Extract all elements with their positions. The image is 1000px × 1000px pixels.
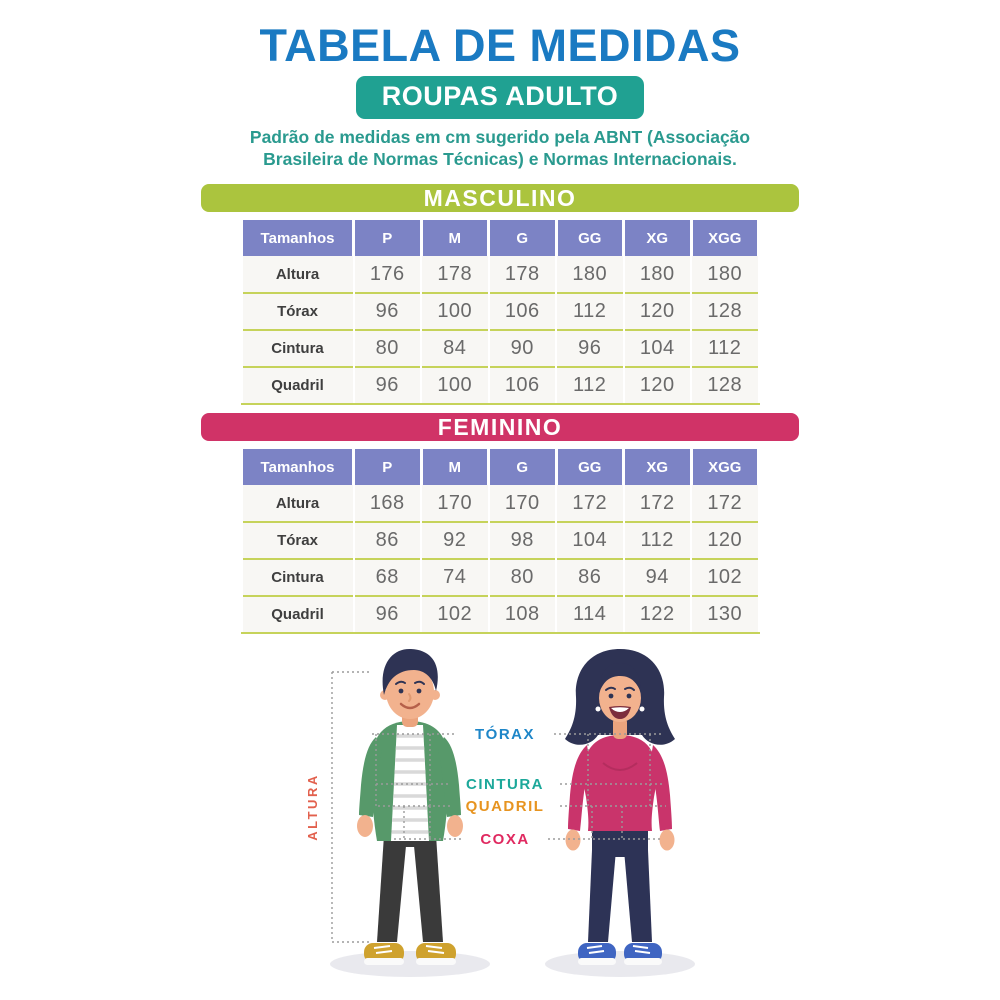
measurement-cell: 100 bbox=[421, 367, 489, 404]
col-header-size-XGG: XGG bbox=[691, 220, 759, 256]
feminino-banner: FEMININO bbox=[201, 413, 799, 441]
row-label: Tórax bbox=[242, 522, 354, 559]
measurement-cell: 84 bbox=[421, 330, 489, 367]
woman-figure bbox=[545, 649, 695, 977]
col-header-size-XGG: XGG bbox=[691, 449, 759, 485]
table-row bbox=[242, 485, 759, 522]
measurement-cell: 94 bbox=[624, 559, 692, 596]
measurement-cell: 104 bbox=[624, 330, 692, 367]
measurement-cell: 102 bbox=[691, 559, 759, 596]
measurement-cell: 178 bbox=[421, 256, 489, 293]
measurement-cell: 92 bbox=[421, 522, 489, 559]
col-header-size-P: P bbox=[354, 449, 422, 485]
measurement-cell: 68 bbox=[354, 559, 422, 596]
col-header-tamanhos: Tamanhos bbox=[242, 220, 354, 256]
man-shadow bbox=[330, 951, 490, 977]
header-row bbox=[242, 220, 759, 256]
row-label: Tórax bbox=[242, 293, 354, 330]
measurement-cell: 170 bbox=[489, 485, 557, 522]
table-row bbox=[242, 522, 759, 559]
measurement-cell: 106 bbox=[489, 293, 557, 330]
table-row bbox=[242, 293, 759, 330]
measurement-cell: 96 bbox=[354, 293, 422, 330]
measurement-cell: 112 bbox=[624, 522, 692, 559]
description-line-2: Brasileira de Normas Técnicas) e Normas Internacionais. bbox=[263, 148, 737, 169]
altura-label: ALTURA bbox=[305, 773, 320, 841]
table-row bbox=[242, 330, 759, 367]
measurement-cell: 122 bbox=[624, 596, 692, 633]
col-header-size-GG: GG bbox=[556, 220, 624, 256]
measurement-cell: 106 bbox=[489, 367, 557, 404]
measurement-cell: 100 bbox=[421, 293, 489, 330]
figures-illustration bbox=[270, 635, 730, 995]
cintura-label: CINTURA bbox=[466, 776, 544, 793]
table-row bbox=[242, 596, 759, 633]
measurement-cell: 112 bbox=[691, 330, 759, 367]
col-header-size-M: M bbox=[421, 220, 489, 256]
measurement-cell: 168 bbox=[354, 485, 422, 522]
measurement-cell: 112 bbox=[556, 293, 624, 330]
measurement-cell: 178 bbox=[489, 256, 557, 293]
measurement-cell: 120 bbox=[691, 522, 759, 559]
measurement-cell: 96 bbox=[354, 367, 422, 404]
man-head bbox=[380, 649, 440, 727]
measurement-cell: 180 bbox=[691, 256, 759, 293]
measurement-cell: 86 bbox=[354, 522, 422, 559]
measurement-cell: 112 bbox=[556, 367, 624, 404]
col-header-size-G: G bbox=[489, 220, 557, 256]
measurement-cell: 96 bbox=[556, 330, 624, 367]
col-header-tamanhos: Tamanhos bbox=[242, 449, 354, 485]
row-label: Cintura bbox=[242, 559, 354, 596]
feminino-table bbox=[240, 449, 760, 634]
woman-pants bbox=[588, 823, 652, 942]
measurement-cell: 172 bbox=[556, 485, 624, 522]
measurement-cell: 128 bbox=[691, 367, 759, 404]
col-header-size-P: P bbox=[354, 220, 422, 256]
page-title: TABELA DE MEDIDAS bbox=[259, 20, 741, 71]
measurement-cell: 180 bbox=[624, 256, 692, 293]
row-label: Quadril bbox=[242, 367, 354, 404]
measurement-cell: 74 bbox=[421, 559, 489, 596]
col-header-size-XG: XG bbox=[624, 449, 692, 485]
measurement-cell: 172 bbox=[624, 485, 692, 522]
row-label: Altura bbox=[242, 256, 354, 293]
measurement-cell: 176 bbox=[354, 256, 422, 293]
woman-top bbox=[584, 735, 657, 831]
measurement-cell: 180 bbox=[556, 256, 624, 293]
table-row bbox=[242, 256, 759, 293]
measurement-cell: 102 bbox=[421, 596, 489, 633]
row-label: Cintura bbox=[242, 330, 354, 367]
row-label: Altura bbox=[242, 485, 354, 522]
masculino-table bbox=[240, 220, 760, 405]
table-row bbox=[242, 559, 759, 596]
measurement-cell: 108 bbox=[489, 596, 557, 633]
measurement-cell: 114 bbox=[556, 596, 624, 633]
measurement-cell: 128 bbox=[691, 293, 759, 330]
measurement-cell: 80 bbox=[354, 330, 422, 367]
description-text bbox=[0, 127, 1000, 171]
description-line-1: Padrão de medidas em cm sugerido pela ABNT (Associação bbox=[249, 127, 751, 147]
col-header-size-GG: GG bbox=[556, 449, 624, 485]
measurement-cell: 80 bbox=[489, 559, 557, 596]
measurement-cell: 170 bbox=[421, 485, 489, 522]
woman-earring bbox=[596, 707, 601, 712]
header-row bbox=[242, 449, 759, 485]
measurement-cell: 172 bbox=[691, 485, 759, 522]
col-header-size-M: M bbox=[421, 449, 489, 485]
row-label: Quadril bbox=[242, 596, 354, 633]
masculino-section bbox=[201, 184, 799, 405]
woman-earring bbox=[640, 707, 645, 712]
measurement-cell: 104 bbox=[556, 522, 624, 559]
torax-label: TÓRAX bbox=[475, 726, 535, 743]
masculino-banner: MASCULINO bbox=[201, 184, 799, 212]
measurement-cell: 90 bbox=[489, 330, 557, 367]
coxa-label: COXA bbox=[480, 831, 530, 848]
category-badge: ROUPAS ADULTO bbox=[356, 76, 645, 119]
quadril-label: QUADRIL bbox=[465, 798, 545, 815]
table-row bbox=[242, 367, 759, 404]
woman-shadow bbox=[545, 951, 695, 977]
col-header-size-XG: XG bbox=[624, 220, 692, 256]
measurement-cell: 130 bbox=[691, 596, 759, 633]
measurement-cell: 96 bbox=[354, 596, 422, 633]
measurement-cell: 120 bbox=[624, 367, 692, 404]
col-header-size-G: G bbox=[489, 449, 557, 485]
measurement-cell: 98 bbox=[489, 522, 557, 559]
feminino-section bbox=[201, 413, 799, 634]
measurement-cell: 120 bbox=[624, 293, 692, 330]
measurement-cell: 86 bbox=[556, 559, 624, 596]
